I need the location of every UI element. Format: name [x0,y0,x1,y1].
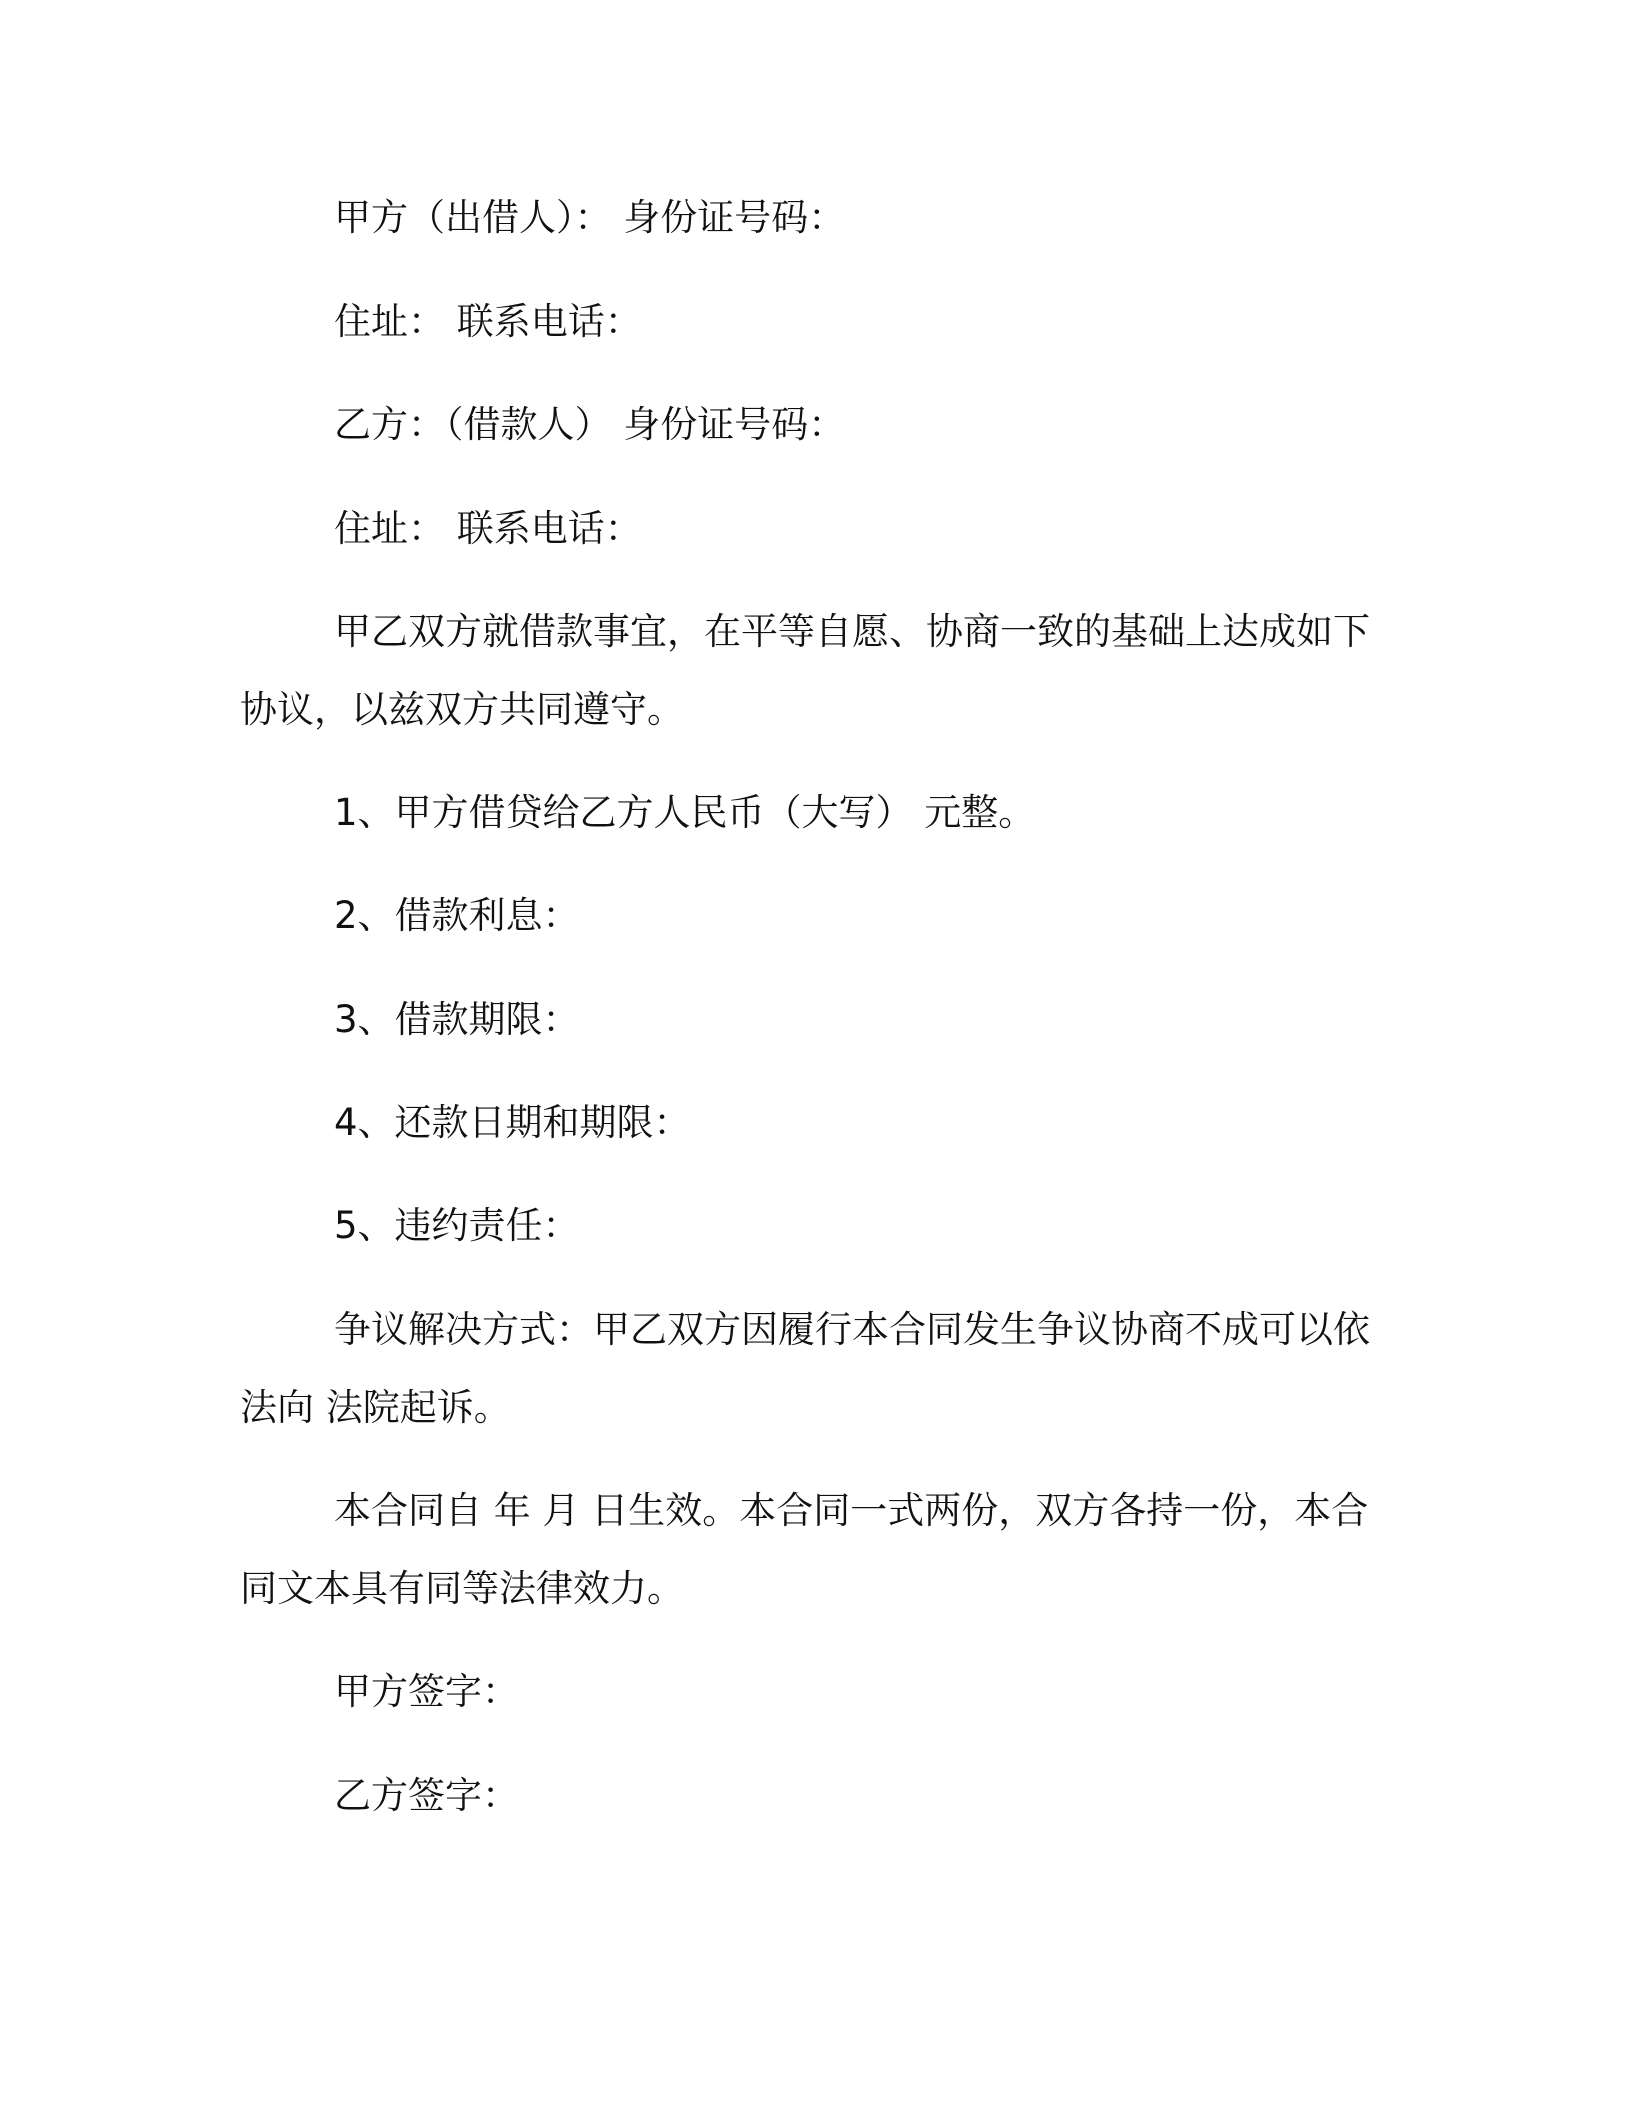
clause-1-loan-amount: 1、甲方借贷给乙方人民币（大写） 元整。 [334,791,1036,834]
party-a-signature-line: 甲方签字： [334,1670,519,1713]
party-b-signature-line: 乙方签字： [334,1774,519,1817]
party-b-borrower-line: 乙方：（借款人） 身份证号码： [334,403,846,446]
clause-4-repayment: 4、还款日期和期限： [334,1101,691,1144]
party-a-lender-line: 甲方（出借人）： 身份证号码： [334,196,846,239]
clause-2-interest: 2、借款利息： [334,894,580,937]
clause-3-term: 3、借款期限： [334,998,580,1041]
effective-date-line-1: 本合同自 年 月 日生效。本合同一式两份，双方各持一份，本合 [334,1489,1369,1532]
agreement-intro-line-1: 甲乙双方就借款事宜，在平等自愿、协商一致的基础上达成如下 [334,610,1370,653]
dispute-resolution-line-1: 争议解决方式：甲乙双方因履行本合同发生争议协商不成可以依 [334,1308,1370,1351]
dispute-resolution-line-2: 法向 法院起诉。 [240,1386,511,1429]
clause-5-liability: 5、违约责任： [334,1204,580,1247]
effective-date-line-2: 同文本具有同等法律效力。 [240,1567,684,1610]
party-b-address-line: 住址： 联系电话： [334,507,642,550]
party-a-address-line: 住址： 联系电话： [334,300,642,343]
agreement-intro-line-2: 协议，以兹双方共同遵守。 [240,688,684,731]
